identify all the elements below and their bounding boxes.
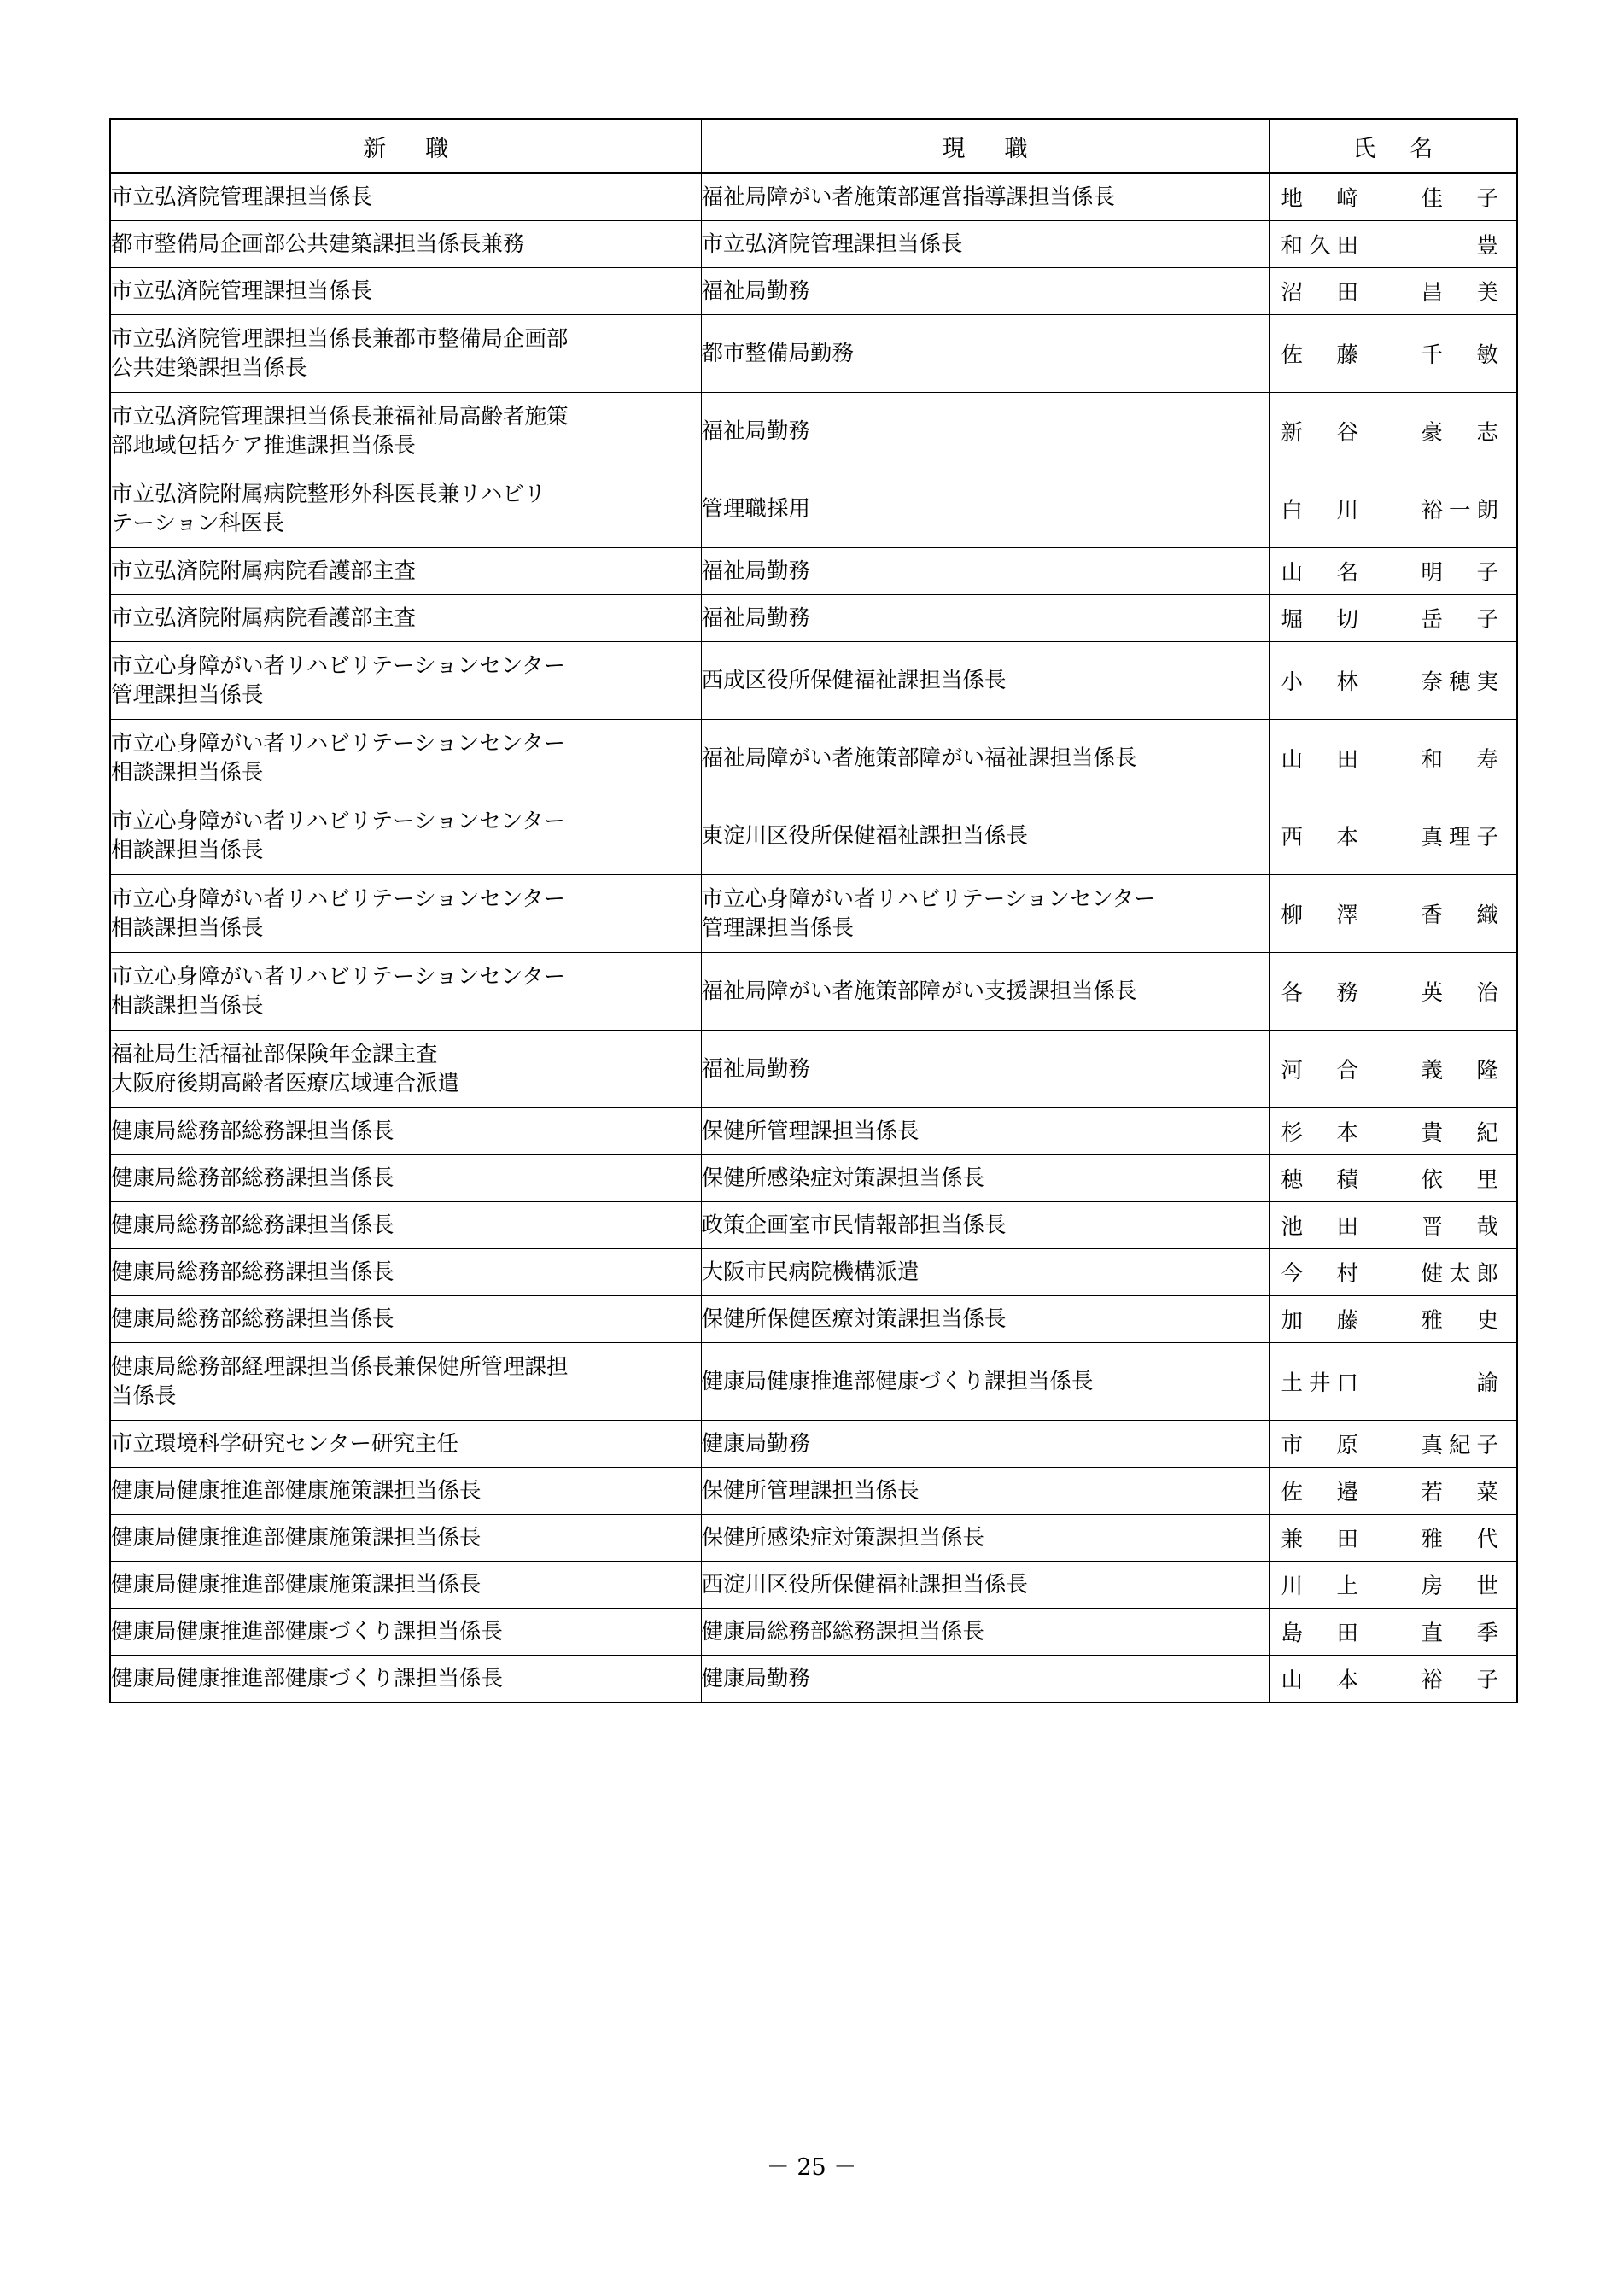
cell-current-post	[701, 953, 1269, 1031]
cell-new-post	[110, 642, 701, 720]
new-post-line: 市立心身障がい者リハビリテーションセンター	[111, 808, 566, 834]
current-post-line: 大阪市民病院機構派遣	[701, 1259, 920, 1285]
current-post-line: 管理課担当係長	[701, 915, 855, 941]
current-post-line: 健康局総務部総務課担当係長	[701, 1618, 985, 1645]
current-post-line: 福祉局障がい者施策部障がい福祉課担当係長	[701, 745, 1137, 771]
name-layout	[1270, 1663, 1517, 1694]
cell-new-post	[110, 1296, 701, 1343]
table-body	[110, 173, 1517, 1703]
cell-current-post	[701, 1562, 1269, 1609]
name-layout	[1270, 976, 1517, 1007]
cell-name	[1269, 797, 1517, 875]
cell-new-post	[110, 797, 701, 875]
table-row	[110, 1202, 1517, 1249]
new-post-line: 健康局総務部総務課担当係長	[111, 1259, 394, 1285]
new-post-line: 都市整備局企画部公共建築課担当係長兼務	[111, 231, 525, 257]
person-given-name: 和 寿	[1421, 747, 1504, 773]
person-given-name: 豪 志	[1421, 420, 1504, 446]
person-given-name: 英 治	[1421, 980, 1504, 1006]
person-surname: 堀 切	[1281, 607, 1365, 633]
name-layout	[1270, 1475, 1517, 1506]
current-post-line: 西淀川区役所保健福祉課担当係長	[701, 1571, 1029, 1598]
current-post-line: 西成区役所保健福祉課担当係長	[701, 667, 1007, 693]
person-surname: 西 本	[1281, 825, 1365, 850]
person-given-name: 直 季	[1421, 1621, 1504, 1646]
cell-new-post	[110, 268, 701, 315]
person-surname: 島 田	[1281, 1621, 1365, 1646]
cell-name	[1269, 953, 1517, 1031]
current-post-line: 健康局勤務	[701, 1430, 811, 1457]
current-post-line: 都市整備局勤務	[701, 340, 855, 366]
person-surname: 佐 藤	[1281, 342, 1365, 368]
new-post-line: 相談課担当係長	[111, 915, 264, 941]
cell-current-post	[701, 1515, 1269, 1562]
table-row	[110, 720, 1517, 797]
personnel-roster-table	[109, 118, 1518, 1703]
table-row	[110, 1296, 1517, 1343]
cell-name	[1269, 1656, 1517, 1703]
cell-current-post	[701, 1296, 1269, 1343]
new-post-line: 市立弘済院管理課担当係長兼福祉局高齢者施策	[111, 403, 569, 429]
person-surname: 山 田	[1281, 747, 1365, 773]
person-given-name: 若 菜	[1421, 1480, 1504, 1505]
cell-name	[1269, 642, 1517, 720]
cell-new-post	[110, 470, 701, 548]
current-post-line: 保健所保健医療対策課担当係長	[701, 1306, 1007, 1332]
new-post-line: 市立弘済院附属病院整形外科医長兼リハビリ	[111, 481, 546, 507]
person-given-name: 諭	[1476, 1370, 1504, 1396]
person-surname: 地 﨑	[1281, 186, 1365, 212]
cell-new-post	[110, 595, 701, 642]
current-post-line: 保健所感染症対策課担当係長	[701, 1524, 985, 1551]
column-header-name	[1269, 119, 1517, 173]
person-given-name: 昌 美	[1421, 280, 1504, 306]
person-surname: 和久田	[1281, 233, 1365, 259]
table-row	[110, 1249, 1517, 1296]
person-surname: 池 田	[1281, 1214, 1365, 1240]
cell-current-post	[701, 173, 1269, 221]
table-row	[110, 1656, 1517, 1703]
new-post-line: 部地域包括ケア推進課担当係長	[111, 433, 417, 459]
cell-current-post	[701, 1249, 1269, 1296]
person-surname: 白 川	[1281, 498, 1365, 523]
person-surname: 川 上	[1281, 1574, 1365, 1599]
name-layout	[1270, 1569, 1517, 1600]
table-row	[110, 315, 1517, 393]
name-layout	[1270, 743, 1517, 774]
current-post-line: 福祉局勤務	[701, 558, 811, 584]
name-layout	[1270, 276, 1517, 307]
new-post-line: 健康局健康推進部健康施策課担当係長	[111, 1524, 482, 1551]
current-post-line: 市立心身障がい者リハビリテーションセンター	[701, 885, 1156, 912]
person-surname: 今 村	[1281, 1261, 1365, 1287]
cell-current-post	[701, 1656, 1269, 1703]
table-row	[110, 953, 1517, 1031]
cell-new-post	[110, 1202, 701, 1249]
cell-current-post	[701, 470, 1269, 548]
cell-current-post	[701, 221, 1269, 268]
cell-new-post	[110, 1031, 701, 1108]
new-post-line: 公共建築課担当係長	[111, 355, 307, 381]
personnel-table-container	[109, 118, 1516, 1703]
cell-current-post	[701, 268, 1269, 315]
cell-current-post	[701, 875, 1269, 953]
name-layout	[1270, 1428, 1517, 1459]
table-row	[110, 548, 1517, 595]
page-footer	[0, 2148, 1623, 2182]
cell-current-post	[701, 1108, 1269, 1155]
name-layout	[1270, 1616, 1517, 1647]
current-post-line: 政策企画室市民情報部担当係長	[701, 1212, 1007, 1238]
new-post-line: 健康局総務部総務課担当係長	[111, 1212, 394, 1238]
new-post-line: 市立弘済院附属病院看護部主査	[111, 605, 417, 631]
cell-name	[1269, 1609, 1517, 1656]
new-post-line: 健康局健康推進部健康施策課担当係長	[111, 1477, 482, 1504]
cell-name	[1269, 221, 1517, 268]
person-surname: 山 名	[1281, 560, 1365, 586]
name-layout	[1270, 182, 1517, 213]
table-row	[110, 1421, 1517, 1468]
person-given-name: 貴 紀	[1421, 1120, 1504, 1146]
person-given-name: 健太郎	[1421, 1261, 1504, 1287]
person-surname: 小 林	[1281, 669, 1365, 695]
name-layout	[1270, 898, 1517, 929]
cell-name	[1269, 1343, 1517, 1421]
new-post-line: 市立心身障がい者リハビリテーションセンター	[111, 652, 566, 679]
header-new-post-char1: 新	[363, 135, 387, 162]
new-post-line: 相談課担当係長	[111, 993, 264, 1019]
cell-name	[1269, 1296, 1517, 1343]
table-row	[110, 221, 1517, 268]
cell-name	[1269, 720, 1517, 797]
name-layout	[1270, 1116, 1517, 1147]
cell-current-post	[701, 1155, 1269, 1202]
cell-name	[1269, 393, 1517, 470]
cell-name	[1269, 875, 1517, 953]
cell-name	[1269, 173, 1517, 221]
new-post-line: 健康局健康推進部健康づくり課担当係長	[111, 1618, 504, 1645]
cell-current-post	[701, 595, 1269, 642]
table-row	[110, 268, 1517, 315]
current-post-line: 管理職採用	[701, 495, 811, 522]
cell-new-post	[110, 548, 701, 595]
cell-name	[1269, 1155, 1517, 1202]
new-post-line: 健康局総務部経理課担当係長兼保健所管理課担	[111, 1353, 569, 1380]
current-post-line: 市立弘済院管理課担当係長	[701, 231, 963, 257]
cell-name	[1269, 595, 1517, 642]
current-post-line: 東淀川区役所保健福祉課担当係長	[701, 822, 1029, 849]
table-row	[110, 595, 1517, 642]
person-given-name: 奈穂実	[1421, 669, 1504, 695]
person-given-name: 晋 哉	[1421, 1214, 1504, 1240]
table-row	[110, 1609, 1517, 1656]
table-row	[110, 1108, 1517, 1155]
page-number: － 25 －	[766, 2154, 857, 2181]
current-post-line: 保健所感染症対策課担当係長	[701, 1165, 985, 1191]
name-layout	[1270, 229, 1517, 260]
cell-new-post	[110, 1468, 701, 1515]
cell-new-post	[110, 1515, 701, 1562]
table-row	[110, 642, 1517, 720]
current-post-line: 福祉局障がい者施策部運営指導課担当係長	[701, 184, 1116, 210]
new-post-line: 健康局総務部総務課担当係長	[111, 1165, 394, 1191]
name-layout	[1270, 1210, 1517, 1241]
person-given-name: 明 子	[1421, 560, 1504, 586]
header-new-post-char2: 職	[425, 135, 449, 162]
person-surname: 山 本	[1281, 1668, 1365, 1693]
name-layout	[1270, 338, 1517, 369]
cell-name	[1269, 1108, 1517, 1155]
cell-name	[1269, 1515, 1517, 1562]
table-row	[110, 1468, 1517, 1515]
person-given-name: 真理子	[1421, 825, 1504, 850]
person-given-name: 裕 子	[1421, 1668, 1504, 1693]
new-post-line: 市立心身障がい者リハビリテーションセンター	[111, 885, 566, 912]
new-post-line: 管理課担当係長	[111, 682, 264, 708]
header-current-post-char2: 職	[1004, 135, 1028, 162]
new-post-line: 市立心身障がい者リハビリテーションセンター	[111, 730, 566, 757]
name-layout	[1270, 556, 1517, 587]
name-layout	[1270, 1522, 1517, 1553]
name-layout	[1270, 665, 1517, 696]
new-post-line: 福祉局生活福祉部保険年金課主査	[111, 1041, 438, 1067]
cell-name	[1269, 1468, 1517, 1515]
current-post-line: 保健所管理課担当係長	[701, 1477, 920, 1504]
cell-new-post	[110, 1656, 701, 1703]
person-given-name: 佳 子	[1421, 186, 1504, 212]
new-post-line: 当係長	[111, 1383, 177, 1409]
cell-new-post	[110, 173, 701, 221]
name-layout	[1270, 821, 1517, 851]
cell-new-post	[110, 315, 701, 393]
person-given-name: 房 世	[1421, 1574, 1504, 1599]
new-post-line: 市立弘済院管理課担当係長	[111, 184, 373, 210]
cell-name	[1269, 315, 1517, 393]
new-post-line: 市立弘済院管理課担当係長兼都市整備局企画部	[111, 325, 569, 352]
person-given-name: 義 隆	[1421, 1058, 1504, 1084]
name-layout	[1270, 1054, 1517, 1084]
cell-name	[1269, 1421, 1517, 1468]
cell-name	[1269, 1202, 1517, 1249]
person-given-name: 千 敏	[1421, 342, 1504, 368]
cell-current-post	[701, 642, 1269, 720]
new-post-line: 健康局総務部総務課担当係長	[111, 1306, 394, 1332]
current-post-line: 福祉局障がい者施策部障がい支援課担当係長	[701, 978, 1137, 1004]
person-given-name: 豊	[1476, 233, 1504, 259]
new-post-line: テーション科医長	[111, 511, 284, 536]
header-current-post-char1: 現	[942, 135, 966, 162]
cell-new-post	[110, 1421, 701, 1468]
cell-new-post	[110, 1343, 701, 1421]
new-post-line: 相談課担当係長	[111, 838, 264, 863]
person-surname: 沼 田	[1281, 280, 1365, 306]
cell-new-post	[110, 1609, 701, 1656]
cell-new-post	[110, 1562, 701, 1609]
table-row	[110, 393, 1517, 470]
current-post-line: 福祉局勤務	[701, 1055, 811, 1082]
cell-current-post	[701, 1468, 1269, 1515]
cell-name	[1269, 1562, 1517, 1609]
cell-new-post	[110, 221, 701, 268]
new-post-line: 市立環境科学研究センター研究主任	[111, 1430, 458, 1457]
person-surname: 杉 本	[1281, 1120, 1365, 1146]
header-name-char2: 名	[1410, 135, 1433, 162]
table-row	[110, 173, 1517, 221]
person-surname: 各 務	[1281, 980, 1365, 1006]
person-given-name: 裕一朗	[1421, 498, 1504, 523]
cell-current-post	[701, 393, 1269, 470]
cell-name	[1269, 548, 1517, 595]
name-layout	[1270, 416, 1517, 447]
current-post-line: 保健所管理課担当係長	[701, 1118, 920, 1144]
new-post-line: 健康局健康推進部健康づくり課担当係長	[111, 1665, 504, 1691]
table-row	[110, 875, 1517, 953]
new-post-line: 市立弘済院管理課担当係長	[111, 278, 373, 304]
person-surname: 兼 田	[1281, 1527, 1365, 1552]
person-given-name: 雅 史	[1421, 1308, 1504, 1334]
name-layout	[1270, 1304, 1517, 1335]
name-layout	[1270, 494, 1517, 524]
new-post-line: 市立弘済院附属病院看護部主査	[111, 558, 417, 584]
current-post-line: 健康局健康推進部健康づくり課担当係長	[701, 1368, 1094, 1394]
person-surname: 柳 澤	[1281, 903, 1365, 928]
new-post-line: 市立心身障がい者リハビリテーションセンター	[111, 963, 566, 990]
column-header-new-post	[110, 119, 701, 173]
table-header	[110, 119, 1517, 173]
person-given-name: 依 里	[1421, 1167, 1504, 1193]
cell-new-post	[110, 720, 701, 797]
cell-current-post	[701, 315, 1269, 393]
person-given-name: 香 織	[1421, 903, 1504, 928]
person-surname: 市 原	[1281, 1433, 1365, 1458]
table-row	[110, 797, 1517, 875]
current-post-line: 福祉局勤務	[701, 278, 811, 304]
cell-current-post	[701, 720, 1269, 797]
name-layout	[1270, 603, 1517, 634]
table-row	[110, 1031, 1517, 1108]
cell-new-post	[110, 1155, 701, 1202]
current-post-line: 福祉局勤務	[701, 605, 811, 631]
cell-new-post	[110, 393, 701, 470]
person-surname: 河 合	[1281, 1058, 1365, 1084]
person-surname: 加 藤	[1281, 1308, 1365, 1334]
table-row	[110, 1515, 1517, 1562]
cell-current-post	[701, 1031, 1269, 1108]
table-row	[110, 470, 1517, 548]
cell-name	[1269, 268, 1517, 315]
cell-name	[1269, 1249, 1517, 1296]
cell-current-post	[701, 548, 1269, 595]
person-surname: 新 谷	[1281, 420, 1365, 446]
table-row	[110, 1155, 1517, 1202]
person-given-name: 雅 代	[1421, 1527, 1504, 1552]
new-post-line: 健康局総務部総務課担当係長	[111, 1118, 394, 1144]
column-header-current-post	[701, 119, 1269, 173]
new-post-line: 大阪府後期高齢者医療広域連合派遣	[111, 1071, 460, 1096]
current-post-line: 健康局勤務	[701, 1665, 811, 1691]
table-row	[110, 1562, 1517, 1609]
cell-current-post	[701, 1421, 1269, 1468]
cell-new-post	[110, 1108, 701, 1155]
current-post-line: 福祉局勤務	[701, 418, 811, 444]
name-layout	[1270, 1163, 1517, 1194]
person-surname: 佐 邉	[1281, 1480, 1365, 1505]
cell-name	[1269, 470, 1517, 548]
cell-current-post	[701, 1609, 1269, 1656]
new-post-line: 健康局健康推進部健康施策課担当係長	[111, 1571, 482, 1598]
name-layout	[1270, 1257, 1517, 1288]
cell-current-post	[701, 797, 1269, 875]
cell-new-post	[110, 953, 701, 1031]
new-post-line: 相談課担当係長	[111, 760, 264, 786]
table-row	[110, 1343, 1517, 1421]
person-given-name: 真紀子	[1421, 1433, 1504, 1458]
header-name-char1: 氏	[1352, 135, 1376, 162]
person-given-name: 岳 子	[1421, 607, 1504, 633]
cell-name	[1269, 1031, 1517, 1108]
cell-new-post	[110, 875, 701, 953]
cell-new-post	[110, 1249, 701, 1296]
person-surname: 穂 積	[1281, 1167, 1365, 1193]
name-layout	[1270, 1366, 1517, 1397]
cell-current-post	[701, 1343, 1269, 1421]
person-surname: 土井口	[1281, 1370, 1365, 1396]
header-row	[110, 119, 1517, 173]
cell-current-post	[701, 1202, 1269, 1249]
